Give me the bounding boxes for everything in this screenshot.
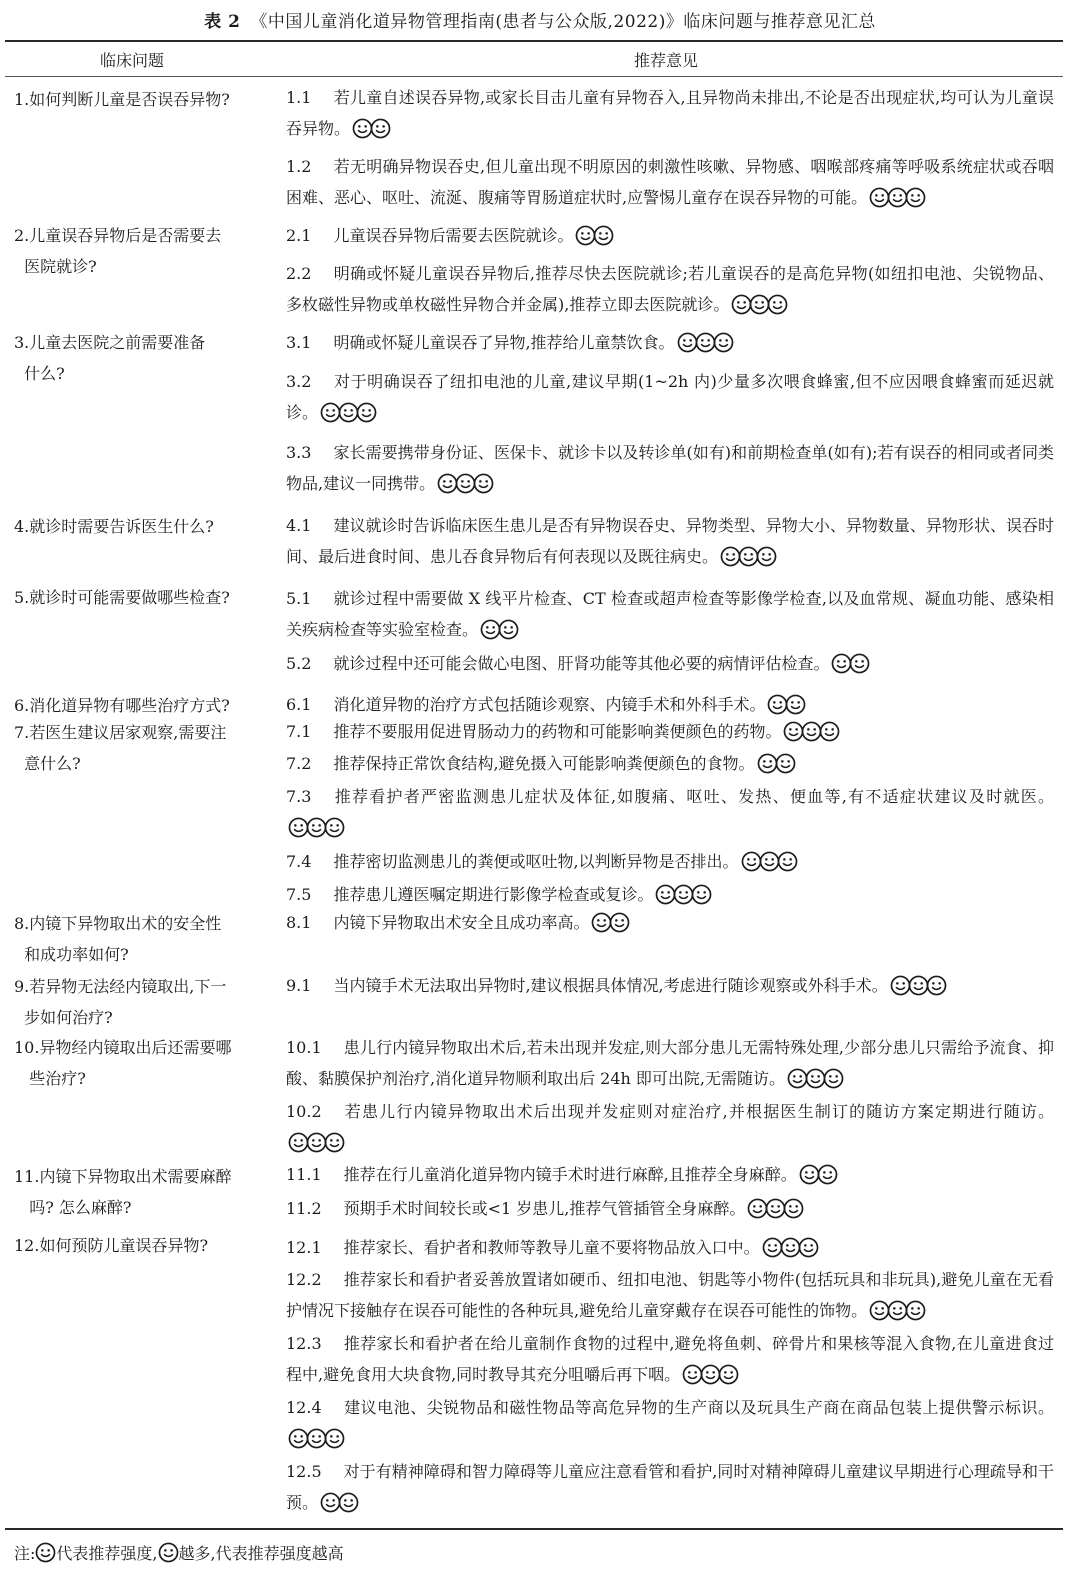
smiley-face-icon <box>288 823 306 842</box>
smiley-face-icon <box>320 408 338 427</box>
smiley-face-icon <box>306 1138 324 1157</box>
strength-rating <box>480 619 516 650</box>
smiley-face-icon <box>780 1243 798 1262</box>
recommendation-item <box>286 1392 1054 1459</box>
smiley-face-icon <box>713 338 731 357</box>
smiley-face-icon <box>747 1204 765 1223</box>
strength-rating <box>437 473 491 504</box>
recommendation-text: 若无明确异物误吞史,但儿童出现不明原因的刺激性咳嗽、异物感、咽喉部疼痛等呼吸系统症状或吞咽困难、恶心、呕吐、流涎、腹痛等胃肠道症状时,应警惕儿童存在误吞异物的可能。 <box>286 157 1054 207</box>
strength-rating <box>731 294 785 325</box>
smiley-face-icon <box>682 1370 700 1389</box>
question-line: 什么? <box>14 364 65 383</box>
recommendation-number: 8.1 <box>286 913 312 932</box>
question-line: 吗? 怎么麻醉? <box>14 1198 132 1217</box>
question-line: 1.如何判断儿童是否误吞异物? <box>14 90 230 109</box>
smiley-face-icon <box>905 1306 923 1325</box>
recommendation-item <box>286 151 1054 218</box>
recommendation-text: 若患儿行内镜异物取出术后出现并发症则对症治疗,并根据医生制订的随访方案定期进行随访。 <box>343 1102 1054 1121</box>
smiley-face-icon <box>35 1544 56 1563</box>
strength-rating <box>869 1300 923 1331</box>
smiley-face-icon <box>767 300 785 319</box>
header-recommendation: 推荐意见 <box>634 51 699 70</box>
smiley-face-icon <box>455 479 473 498</box>
recommendation-number: 7.1 <box>286 722 312 741</box>
recommendation-number: 12.1 <box>286 1238 322 1257</box>
recommendation-item <box>286 510 1054 577</box>
clinical-question <box>14 717 266 779</box>
smiley-face-icon <box>762 1243 780 1262</box>
recommendation-number: 12.2 <box>286 1270 322 1289</box>
smiley-face-icon <box>473 479 491 498</box>
smiley-face-icon <box>849 659 867 678</box>
smiley-face-icon <box>775 759 793 778</box>
recommendation-item <box>286 1096 1054 1163</box>
smiley-face-icon <box>787 1074 805 1093</box>
smiley-face-icon <box>817 1170 835 1189</box>
smiley-face-icon <box>905 193 923 212</box>
recommendation-text: 儿童误吞异物后需要去医院就诊。 <box>333 226 574 245</box>
recommendation-number: 2.2 <box>286 264 312 283</box>
smiley-face-icon <box>765 1204 783 1223</box>
recommendation-item <box>286 1264 1054 1331</box>
recommendation-number: 11.1 <box>286 1165 322 1184</box>
recommendation-item <box>286 846 1054 882</box>
recommendation-text: 推荐看护者严密监测患儿症状及体征,如腹痛、呕吐、发热、便血等,有不适症状建议及时就医。 <box>333 787 1054 806</box>
recommendation-item <box>286 1159 1054 1195</box>
recommendation-text: 就诊过程中需要做 X 线平片检查、CT 检查或超声检查等影像学检查,以及血常规、凝血功能、感染相关疾病检查等实验室检查。 <box>286 589 1054 639</box>
top-rule <box>5 40 1063 42</box>
recommendation-item <box>286 748 1054 784</box>
smiley-face-icon <box>677 338 695 357</box>
smiley-face-icon <box>801 727 819 746</box>
smiley-face-icon <box>777 857 795 876</box>
smiley-face-icon <box>783 727 801 746</box>
question-line: 3.儿童去医院之前需要准备 <box>14 333 206 352</box>
strength-rating <box>831 653 867 684</box>
recommendation-text: 对于有精神障碍和智力障碍等儿童应注意看管和看护,同时对精神障碍儿童建议早期进行心理疏导和干预。 <box>286 1462 1054 1512</box>
recommendation-number: 11.2 <box>286 1199 322 1218</box>
recommendation-text: 就诊过程中还可能会做心电图、肝肾功能等其他必要的病情评估检查。 <box>333 654 830 673</box>
strength-rating <box>741 851 795 882</box>
table-caption <box>0 7 1080 32</box>
smiley-face-icon <box>575 231 593 250</box>
strength-rating <box>890 975 944 1006</box>
smiley-face-icon <box>338 1498 356 1517</box>
recommendation-text: 消化道异物的治疗方式包括随诊观察、内镜手术和外科手术。 <box>333 695 766 714</box>
question-line: 些治疗? <box>14 1069 86 1088</box>
smiley-face-icon <box>324 823 342 842</box>
smiley-face-icon <box>288 1434 306 1453</box>
strength-rating <box>869 187 923 218</box>
recommendation-text: 明确或怀疑儿童误吞了异物,推荐给儿童禁饮食。 <box>333 333 675 352</box>
recommendation-number: 3.2 <box>286 372 312 391</box>
clinical-question <box>14 908 266 970</box>
recommendation-item <box>286 1232 1054 1268</box>
recommendation-text: 推荐保持正常饮食结构,避免摄入可能影响粪便颜色的食物。 <box>333 754 755 773</box>
smiley-face-icon <box>720 552 738 571</box>
smiley-face-icon <box>887 193 905 212</box>
recommendation-text: 预期手术时间较长或<1 岁患儿,推荐气管插管全身麻醉。 <box>343 1199 746 1218</box>
recommendation-text: 患儿行内镜异物取出术后,若未出现并发症,则大部分患儿无需特殊处理,少部分患儿只需给予流食、抑酸、黏膜保护剂治疗,消化道异物顺利取出后 24h 即可出院,无需随访。 <box>286 1038 1054 1088</box>
recommendation-text: 若儿童自述误吞异物,或家长目击儿童有异物吞入,且异物尚未排出,不论是否出现症状,均可认为儿童误吞异物。 <box>286 88 1054 138</box>
recommendation-item <box>286 716 1054 752</box>
question-line: 9.若异物无法经内镜取出,下一 <box>14 977 227 996</box>
smiley-face-icon <box>480 625 498 644</box>
question-line: 步如何治疗? <box>14 1008 113 1027</box>
smiley-face-icon <box>756 552 774 571</box>
smiley-face-icon <box>498 625 516 644</box>
smiley-face-icon <box>869 1306 887 1325</box>
smiley-face-icon <box>700 1370 718 1389</box>
smiley-face-icon <box>738 552 756 571</box>
smiley-face-icon <box>718 1370 736 1389</box>
question-line: 8.内镜下异物取出术的安全性 <box>14 914 222 933</box>
smiley-face-icon <box>437 479 455 498</box>
strength-rating <box>799 1164 835 1195</box>
smiley-face-icon <box>320 1498 338 1517</box>
smiley-face-icon <box>759 857 777 876</box>
smiley-face-icon <box>831 659 849 678</box>
question-line: 意什么? <box>14 754 81 773</box>
recommendation-item <box>286 1193 1054 1229</box>
smiley-face-icon <box>324 1138 342 1157</box>
smiley-face-icon <box>798 1243 816 1262</box>
strength-rating <box>288 817 342 848</box>
clinical-question <box>14 971 266 1033</box>
smiley-face-icon <box>591 918 609 937</box>
smiley-face-icon <box>890 981 908 1000</box>
strength-rating <box>677 332 731 363</box>
clinical-question <box>14 1230 266 1261</box>
clinical-question <box>14 1032 266 1094</box>
strength-rating <box>320 1492 356 1523</box>
recommendation-text: 明确或怀疑儿童误吞异物后,推荐尽快去医院就诊;若儿童误吞的是高危异物(如纽扣电池、尖锐物品、多枚磁性异物或单枚磁性异物合并金属),推荐立即去医院就诊。 <box>286 264 1054 314</box>
recommendation-item <box>286 1456 1054 1523</box>
question-line: 5.就诊时可能需要做哪些检查? <box>14 588 230 607</box>
smiley-face-icon <box>324 1434 342 1453</box>
recommendation-number: 12.4 <box>286 1398 322 1417</box>
smiley-face-icon <box>926 981 944 1000</box>
recommendation-text: 推荐家长和看护者在给儿童制作食物的过程中,避免将鱼刺、碎骨片和果核等混入食物,在儿童进食过程中,避免食用大块食物,同时教导其充分咀嚼后再下咽。 <box>286 1334 1054 1384</box>
note-text-2: 越多,代表推荐强度越高 <box>178 1544 344 1563</box>
recommendation-number: 7.3 <box>286 787 312 806</box>
recommendation-text: 推荐家长、看护者和教师等教导儿童不要将物品放入口中。 <box>343 1238 760 1257</box>
strength-rating <box>352 118 388 149</box>
recommendation-number: 5.2 <box>286 654 312 673</box>
strength-rating <box>288 1428 342 1459</box>
smiley-face-icon <box>805 1074 823 1093</box>
recommendation-text: 当内镜手术无法取出异物时,建议根据具体情况,考虑进行随诊观察或外科手术。 <box>333 976 888 995</box>
smiley-face-icon <box>799 1170 817 1189</box>
recommendation-number: 3.1 <box>286 333 312 352</box>
recommendation-number: 1.2 <box>286 157 312 176</box>
clinical-question <box>14 1161 266 1223</box>
recommendation-text: 内镜下异物取出术安全且成功率高。 <box>333 913 590 932</box>
header-question: 临床问题 <box>100 51 165 70</box>
recommendation-number: 3.3 <box>286 443 312 462</box>
clinical-question <box>14 327 266 389</box>
strength-rating <box>575 225 611 256</box>
strength-rating <box>682 1364 736 1395</box>
strength-rating <box>720 546 774 577</box>
smiley-face-icon <box>749 300 767 319</box>
question-line: 11.内镜下异物取出术需要麻醉 <box>14 1167 232 1186</box>
recommendation-item <box>286 583 1054 650</box>
header-rule <box>5 76 1063 77</box>
strength-rating <box>787 1068 841 1099</box>
bottom-rule <box>5 1528 1063 1530</box>
smiley-face-icon <box>869 193 887 212</box>
question-line: 医院就诊? <box>14 257 97 276</box>
recommendation-item <box>286 220 1054 256</box>
recommendation-text: 家长需要携带身份证、医保卡、就诊卡以及转诊单(如有)和前期检查单(如有);若有误吞的相同或者同类物品,建议一同携带。 <box>286 443 1054 493</box>
smiley-face-icon <box>731 300 749 319</box>
clinical-question <box>14 511 266 542</box>
question-line: 7.若医生建议居家观察,需要注 <box>14 723 227 742</box>
smiley-face-icon <box>306 823 324 842</box>
table-label: 表 2 <box>204 12 241 32</box>
smiley-face-icon <box>908 981 926 1000</box>
recommendation-text: 推荐在行儿童消化道异物内镜手术时进行麻醉,且推荐全身麻醉。 <box>343 1165 797 1184</box>
recommendation-number: 1.1 <box>286 88 312 107</box>
recommendation-text: 推荐密切监测患儿的粪便或呕吐物,以判断异物是否排出。 <box>333 852 739 871</box>
recommendation-item <box>286 907 1054 943</box>
recommendation-text: 推荐不要服用促进胃肠动力的药物和可能影响粪便颜色的药物。 <box>333 722 782 741</box>
smiley-face-icon <box>352 124 370 143</box>
smiley-face-icon <box>823 1074 841 1093</box>
recommendation-number: 5.1 <box>286 589 312 608</box>
recommendation-text: 推荐家长和看护者妥善放置诸如硬币、纽扣电池、钥匙等小物件(包括玩具和非玩具),避免儿童在无看护情况下接触存在误吞可能性的各种玩具,避免给儿童穿戴存在误吞可能性的饰物。 <box>286 1270 1054 1320</box>
note-text-1: 代表推荐强度, <box>56 1544 158 1563</box>
question-line: 10.异物经内镜取出后还需要哪 <box>14 1038 232 1057</box>
strength-rating <box>747 1198 801 1229</box>
question-line: 2.儿童误吞异物后是否需要去 <box>14 226 222 245</box>
clinical-question <box>14 220 266 282</box>
clinical-question <box>14 84 266 115</box>
recommendation-number: 2.1 <box>286 226 312 245</box>
recommendation-number: 7.4 <box>286 852 312 871</box>
recommendation-number: 9.1 <box>286 976 312 995</box>
table-title: 《中国儿童消化道异物管理指南(患者与公众版,2022)》临床问题与推荐意见汇总 <box>250 12 876 32</box>
recommendation-number: 6.1 <box>286 695 312 714</box>
note-prefix: 注: <box>14 1544 36 1563</box>
smiley-face-icon <box>783 1204 801 1223</box>
smiley-face-icon <box>887 1306 905 1325</box>
smiley-face-icon <box>593 231 611 250</box>
smiley-face-icon <box>356 408 374 427</box>
table-note <box>14 1541 344 1564</box>
smiley-face-icon <box>288 1138 306 1157</box>
smiley-face-icon <box>306 1434 324 1453</box>
recommendation-item <box>286 1032 1054 1099</box>
clinical-question <box>14 582 266 613</box>
smiley-face-icon <box>609 918 627 937</box>
recommendation-number: 7.5 <box>286 885 312 904</box>
recommendation-text: 建议电池、尖锐物品和磁性物品等高危异物的生产商以及玩具生产商在商品包装上提供警示标识。 <box>343 1398 1054 1417</box>
recommendation-number: 10.2 <box>286 1102 322 1121</box>
smiley-face-icon <box>819 727 837 746</box>
recommendation-item <box>286 1328 1054 1395</box>
smiley-face-icon <box>695 338 713 357</box>
smiley-face-icon <box>338 408 356 427</box>
question-line: 4.就诊时需要告诉医生什么? <box>14 517 214 536</box>
recommendation-item <box>286 327 1054 363</box>
recommendation-item <box>286 437 1054 504</box>
strength-rating <box>320 402 374 433</box>
recommendation-item <box>286 82 1054 149</box>
recommendation-number: 12.5 <box>286 1462 322 1481</box>
recommendation-item <box>286 781 1054 848</box>
recommendation-text: 建议就诊时告诉临床医生患儿是否有异物误吞史、异物类型、异物大小、异物数量、异物形状、误吞时间、最后进食时间、患儿吞食异物后有何表现以及既往病史。 <box>286 516 1054 566</box>
recommendation-item <box>286 970 1054 1006</box>
recommendation-number: 4.1 <box>286 516 312 535</box>
recommendation-item <box>286 648 1054 684</box>
smiley-face-icon <box>757 759 775 778</box>
question-line: 12.如何预防儿童误吞异物? <box>14 1236 209 1255</box>
smiley-face-icon <box>370 124 388 143</box>
smiley-face-icon <box>741 857 759 876</box>
recommendation-item <box>286 366 1054 433</box>
recommendation-item <box>286 258 1054 325</box>
strength-rating <box>591 912 627 943</box>
question-line: 和成功率如何? <box>14 945 129 964</box>
recommendation-number: 7.2 <box>286 754 312 773</box>
recommendation-text: 推荐患儿遵医嘱定期进行影像学检查或复诊。 <box>333 885 654 904</box>
strength-rating <box>757 753 793 784</box>
question-line: 6.消化道异物有哪些治疗方式? <box>14 696 230 715</box>
smiley-face-icon <box>158 1544 179 1563</box>
recommendation-number: 10.1 <box>286 1038 322 1057</box>
recommendation-text: 对于明确误吞了纽扣电池的儿童,建议早期(1~2h 内)少量多次喂食蜂蜜,但不应因喂食蜂蜜而延迟就诊。 <box>286 372 1054 422</box>
recommendation-number: 12.3 <box>286 1334 322 1353</box>
